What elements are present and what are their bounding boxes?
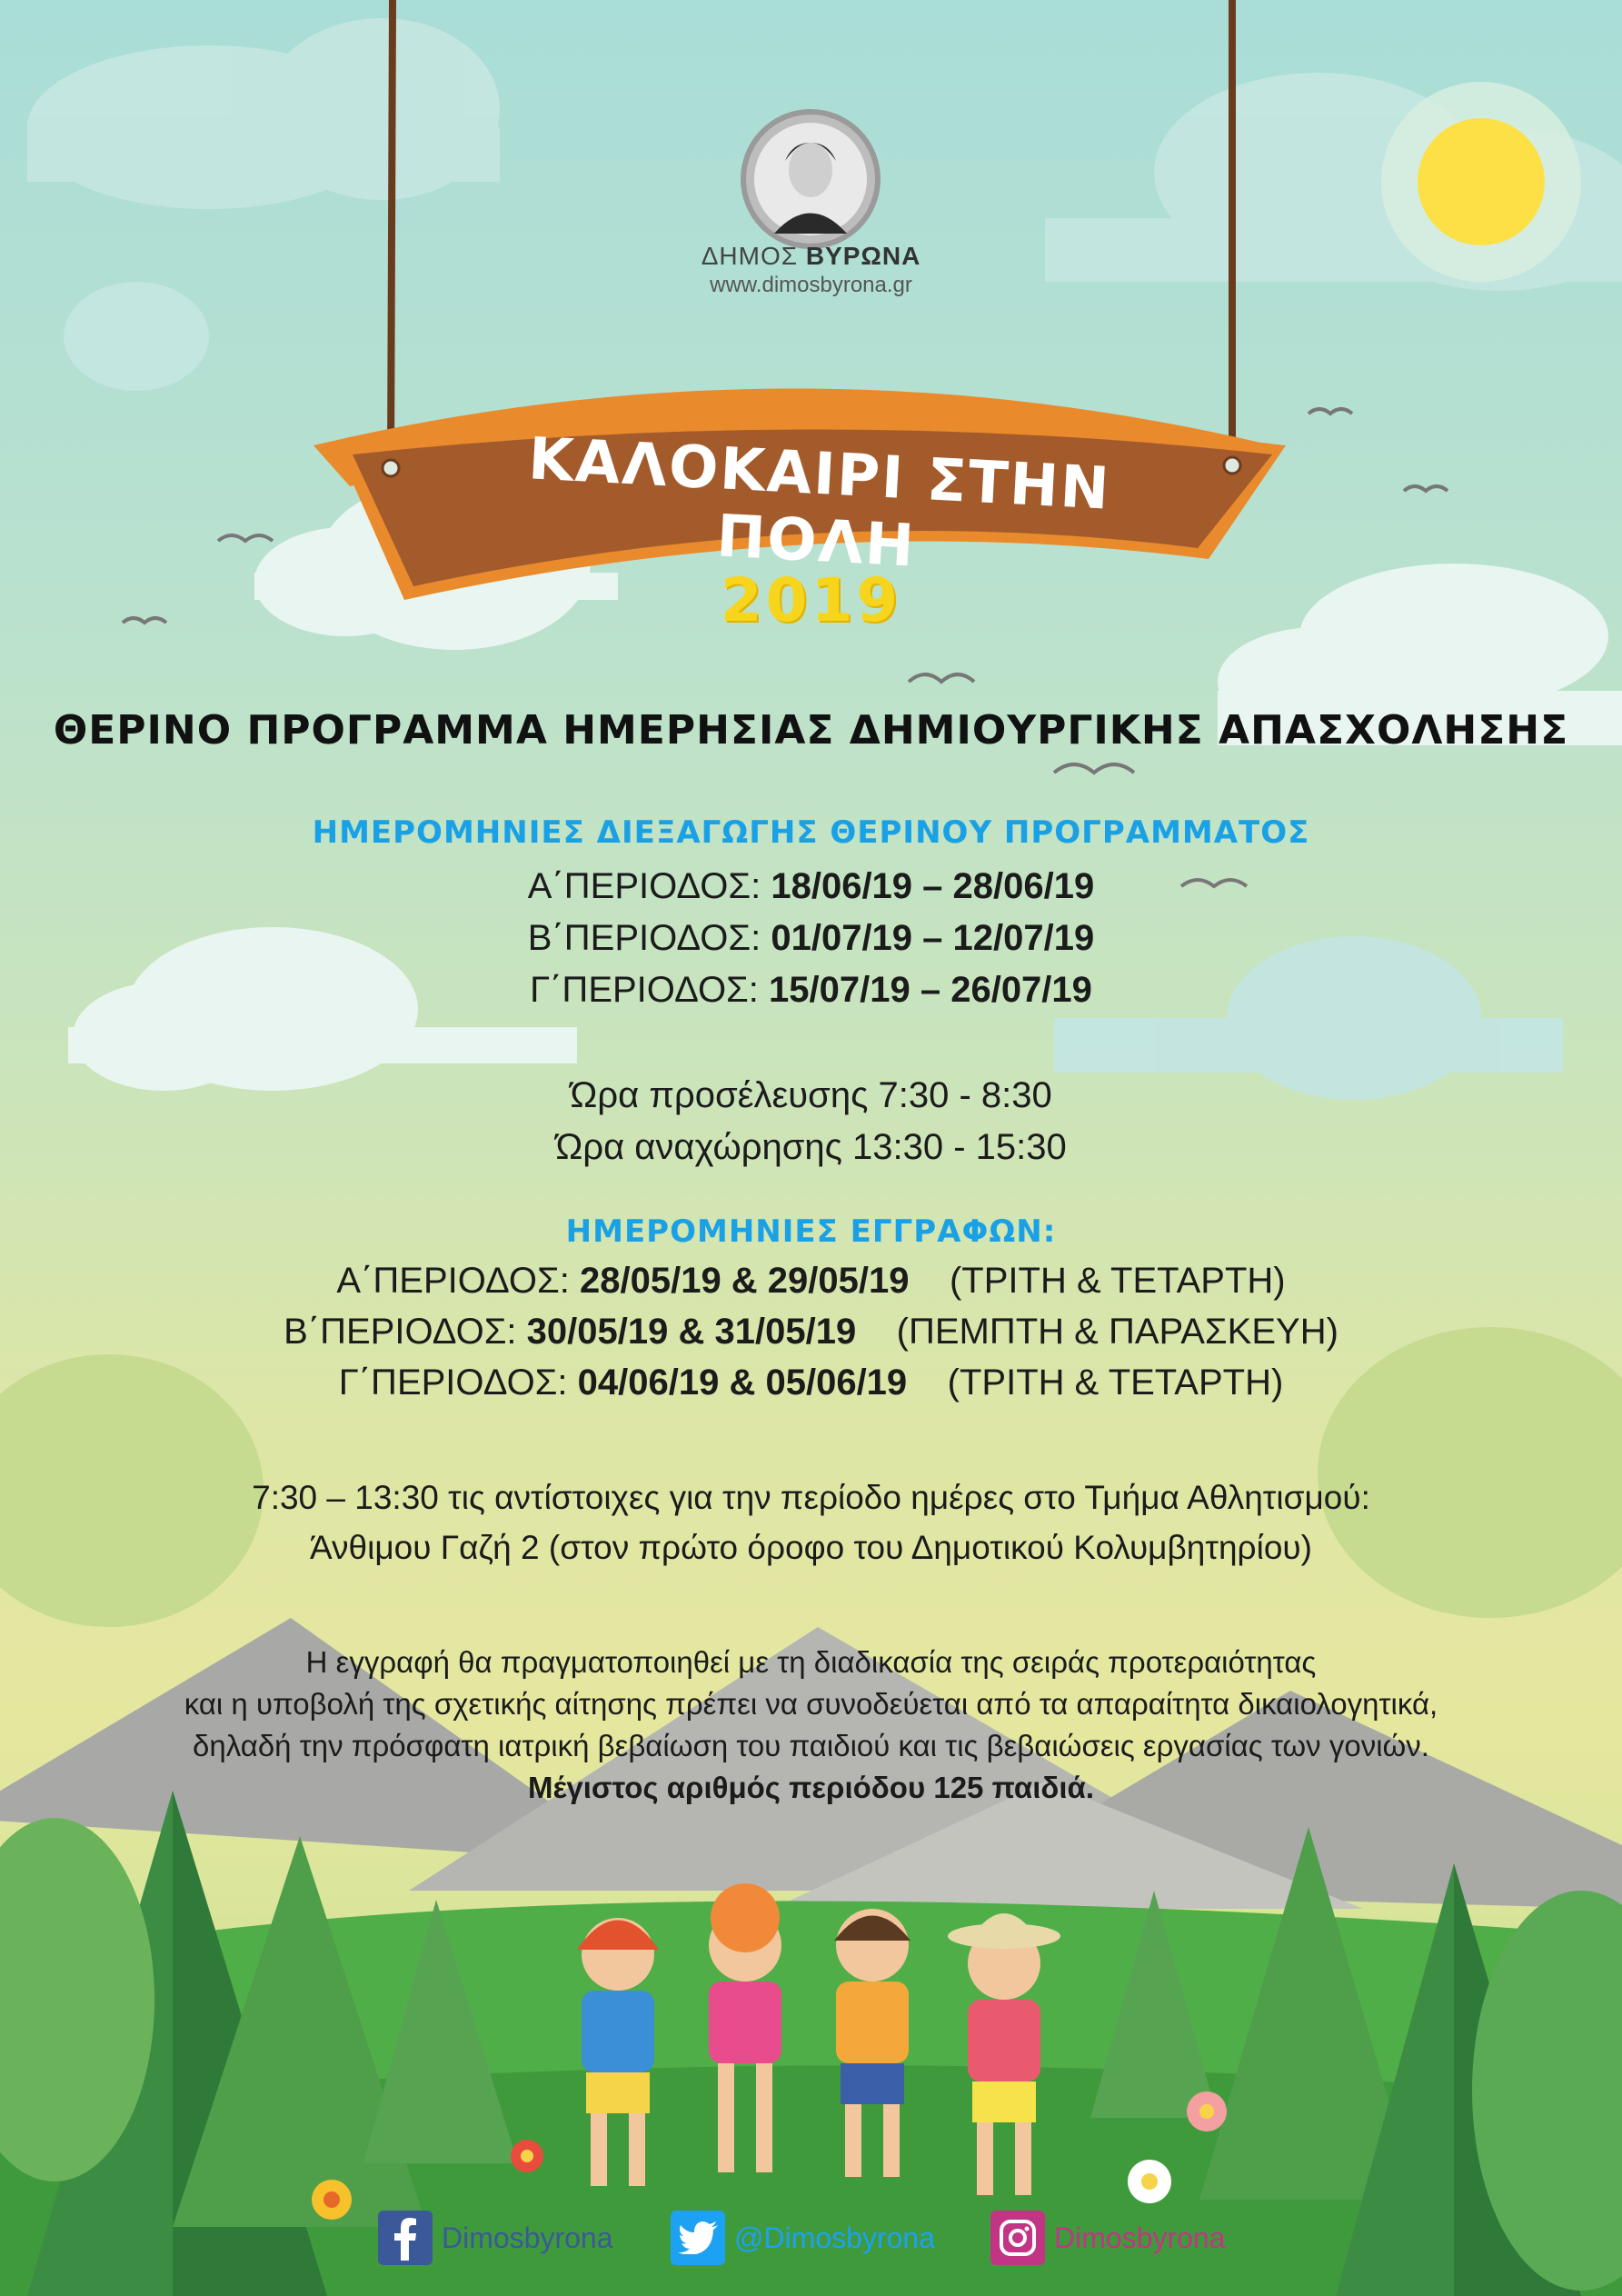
municipality-name-bold: ΒΥΡΩΝΑ bbox=[805, 242, 921, 270]
info-line-3: δηλαδή την πρόσφατη ιατρική βεβαίωση του παιδιού και τις βεβαιώσεις εργασίας των γονιών. bbox=[193, 1729, 1429, 1762]
info-line-1: Η εγγραφή θα πραγματοποιηθεί με τη διαδικασία της σειράς προτεραιότητας bbox=[305, 1645, 1317, 1679]
period-row bbox=[0, 918, 1622, 959]
facebook-handle: Dimosbyrona bbox=[442, 2221, 613, 2254]
period-dates: 18/06/19 – 28/06/19 bbox=[771, 866, 1095, 906]
departure-time: Ώρα αναχώρησης 13:30 - 15:30 bbox=[555, 1127, 1067, 1167]
period-dates: 15/07/19 – 26/07/19 bbox=[769, 970, 1092, 1010]
instagram-icon bbox=[990, 2211, 1045, 2265]
rope-left bbox=[391, 0, 393, 468]
location-line-2: Άνθιμου Γαζή 2 (στον πρώτο όροφο του Δημοτικού Κολυμβητηρίου) bbox=[310, 1529, 1312, 1566]
registration-label: Γ΄ΠΕΡΙΟΔΟΣ: bbox=[338, 1363, 568, 1403]
byron-portrait-logo bbox=[738, 106, 883, 252]
period-row bbox=[0, 866, 1622, 907]
program-heading: ΘΕΡΙΝΟ ΠΡΟΓΡΑΜΜΑ ΗΜΕΡΗΣΙΑΣ ΔΗΜΙΟΥΡΓΙΚΗΣ ΑΠΑΣΧΟΛΗΣΗΣ bbox=[53, 707, 1569, 754]
registration-dates: 28/05/19 & 29/05/19 bbox=[579, 1261, 910, 1301]
municipality-name bbox=[0, 242, 1622, 271]
registration-label: Α΄ΠΕΡΙΟΔΟΣ: bbox=[336, 1261, 570, 1301]
registration-row bbox=[0, 1312, 1622, 1353]
period-label: Α΄ΠΕΡΙΟΔΟΣ: bbox=[527, 866, 761, 906]
sun bbox=[1418, 118, 1545, 245]
registration-row bbox=[0, 1363, 1622, 1403]
banner-title: ΚΑΛΟΚΑΙΡΙ ΣΤΗΝ ΠΟΛΗ bbox=[526, 425, 1113, 581]
twitter-handle: @Dimosbyrona bbox=[734, 2221, 935, 2254]
twitter-icon bbox=[671, 2211, 725, 2265]
facebook-icon bbox=[378, 2211, 433, 2265]
registration-dates: 30/05/19 & 31/05/19 bbox=[526, 1312, 857, 1352]
info-line-2: και η υποβολή της σχετικής αίτησης πρέπει να συνοδεύεται από τα απαραίτητα δικαιολογητικά, bbox=[184, 1687, 1438, 1721]
social-facebook[interactable] bbox=[378, 2209, 613, 2267]
instagram-handle: Dimosbyrona bbox=[1054, 2221, 1226, 2254]
period-dates: 01/07/19 – 12/07/19 bbox=[771, 918, 1095, 958]
social-twitter[interactable] bbox=[671, 2209, 935, 2267]
location-line-1: 7:30 – 13:30 τις αντίστοιχες για την περίοδο ημέρες στο Τμήμα Αθλητισμού: bbox=[252, 1479, 1370, 1516]
period-label: Γ΄ΠΕΡΙΟΔΟΣ: bbox=[530, 970, 759, 1010]
period-label: Β΄ΠΕΡΙΟΔΟΣ: bbox=[527, 918, 761, 958]
social-instagram[interactable] bbox=[990, 2209, 1226, 2267]
year: 2019 bbox=[720, 565, 902, 635]
registration-days: (ΤΡΙΤΗ & ΤΕΤΑΡΤΗ) bbox=[949, 1261, 1286, 1301]
registration-dates: 04/06/19 & 05/06/19 bbox=[577, 1363, 908, 1403]
registration-days: (ΠΕΜΠΤΗ & ΠΑΡΑΣΚΕΥΗ) bbox=[896, 1312, 1338, 1352]
period-row bbox=[0, 970, 1622, 1011]
info-line-4: Μέγιστος αριθμός περιόδου 125 παιδιά. bbox=[527, 1771, 1095, 1804]
registration-days: (ΤΡΙΤΗ & ΤΕΤΑΡΤΗ) bbox=[947, 1363, 1284, 1403]
registration-label: Β΄ΠΕΡΙΟΔΟΣ: bbox=[284, 1312, 517, 1352]
municipality-prefix: ΔΗΜΟΣ bbox=[701, 242, 799, 270]
arrival-time: Ώρα προσέλευσης 7:30 - 8:30 bbox=[570, 1075, 1052, 1115]
registration-row bbox=[0, 1261, 1622, 1302]
website-url[interactable]: www.dimosbyrona.gr bbox=[710, 273, 912, 297]
dates-title: ΗΜΕΡΟΜΗΝΙΕΣ ΔΙΕΞΑΓΩΓΗΣ ΘΕΡΙΝΟΥ ΠΡΟΓΡΑΜΜΑΤΟΣ bbox=[312, 814, 1310, 851]
registration-title: ΗΜΕΡΟΜΗΝΙΕΣ ΕΓΓΡΑΦΩΝ: bbox=[565, 1213, 1057, 1250]
